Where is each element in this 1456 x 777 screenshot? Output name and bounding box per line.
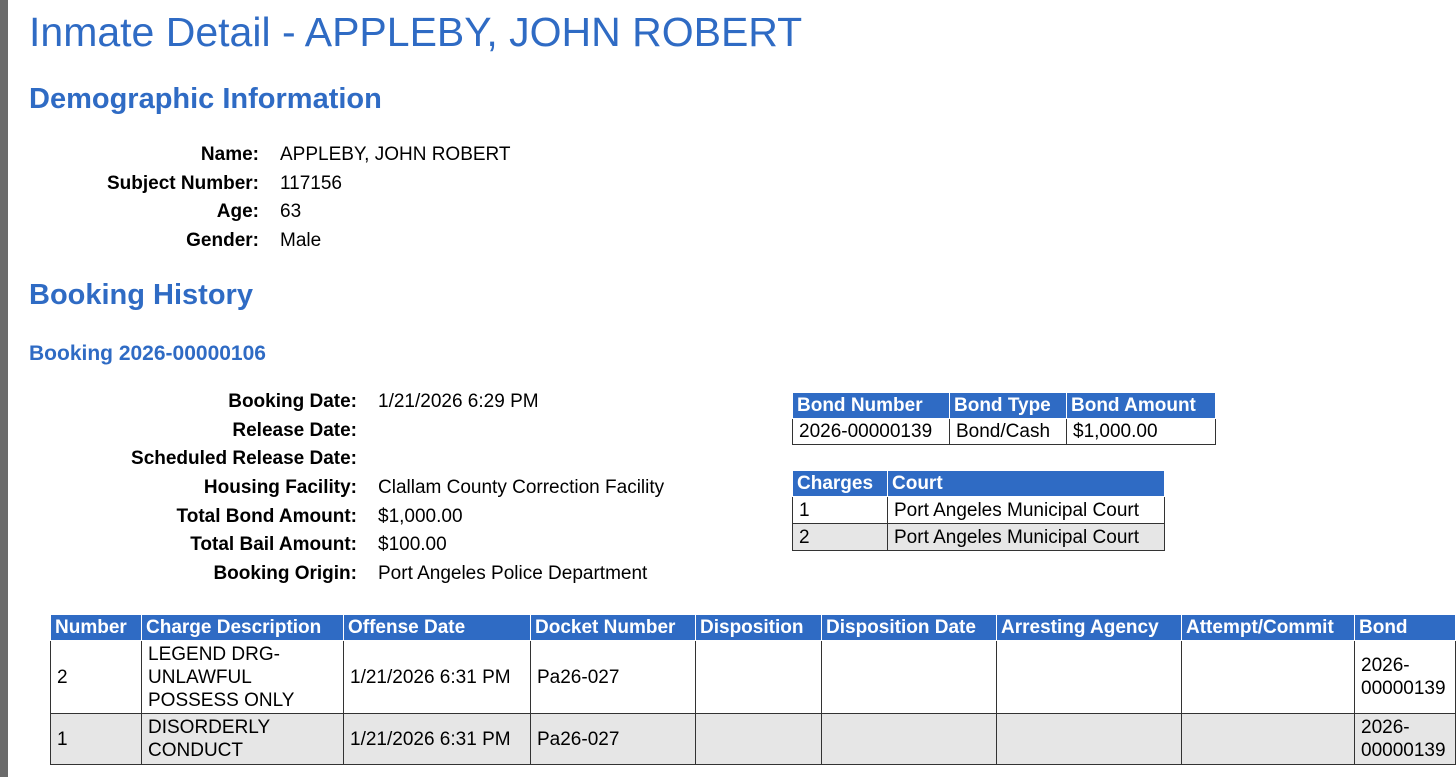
demographic-fields — [29, 141, 511, 256]
booking-row — [29, 503, 664, 532]
field-label: Booking Origin: — [213, 563, 357, 585]
field-label: Total Bail Amount: — [190, 534, 357, 556]
demographic-row — [29, 198, 511, 227]
booking-row — [29, 445, 664, 474]
bond-header: Bond — [1355, 615, 1456, 641]
charges-table — [50, 614, 1456, 765]
field-label: Release Date: — [232, 419, 357, 441]
disposition-cell — [696, 641, 822, 714]
field-value: Clallam County Correction Facility — [378, 477, 665, 499]
charge-description-cell: LEGEND DRG-UNLAWFUL POSSESS ONLY — [142, 641, 344, 714]
booking-fields — [29, 388, 664, 589]
field-label: Subject Number: — [106, 172, 259, 194]
demographic-row — [29, 170, 511, 199]
disposition-date-header: Disposition Date — [822, 615, 997, 641]
charge-number-cell: 1 — [793, 497, 888, 524]
court-table-header-row — [793, 471, 1165, 497]
attempt-commit-cell — [1182, 641, 1355, 714]
page-title: Inmate Detail - APPLEBY, JOHN ROBERT — [29, 9, 803, 55]
bond-cell: 2026-00000139 — [1355, 714, 1456, 765]
bond-cell: 2026-00000139 — [1355, 641, 1456, 714]
offense-date-cell: 1/21/2026 6:31 PM — [344, 714, 531, 765]
disposition-cell — [696, 714, 822, 765]
booking-title: Booking 2026-00000106 — [29, 342, 266, 365]
bond-amount-header: Bond Amount — [1067, 393, 1216, 419]
court-header: Court — [888, 471, 1165, 497]
number-header: Number — [51, 615, 142, 641]
court-row — [793, 497, 1165, 524]
court-name-cell: Port Angeles Municipal Court — [888, 524, 1165, 551]
field-value: Male — [280, 230, 322, 252]
arresting-agency-cell — [997, 714, 1182, 765]
field-value: $100.00 — [378, 534, 447, 556]
field-label: Scheduled Release Date: — [131, 448, 357, 470]
bond-table-header-row — [793, 393, 1216, 419]
charge-row — [51, 714, 1456, 765]
charge-description-cell: DISORDERLY CONDUCT — [142, 714, 344, 765]
disposition-date-cell — [822, 714, 997, 765]
field-label: Age: — [216, 201, 259, 223]
field-label: Total Bond Amount: — [176, 505, 357, 527]
court-row — [793, 524, 1165, 551]
field-value: 117156 — [280, 172, 342, 194]
docket-number-cell: Pa26-027 — [531, 641, 696, 714]
charge-row — [51, 641, 1456, 714]
bond-type-cell: Bond/Cash — [950, 419, 1067, 445]
bond-row — [793, 419, 1216, 445]
court-table — [792, 470, 1165, 551]
arresting-agency-header: Arresting Agency — [997, 615, 1182, 641]
field-value: APPLEBY, JOHN ROBERT — [280, 144, 511, 165]
charges-table-header-row — [51, 615, 1456, 641]
charge-number-cell: 2 — [51, 641, 142, 714]
charge-number-cell: 1 — [51, 714, 142, 765]
field-label: Name: — [200, 144, 259, 165]
charges-header: Charges — [793, 471, 888, 497]
attempt-commit-cell — [1182, 714, 1355, 765]
demographic-heading: Demographic Information — [29, 83, 382, 115]
booking-row — [29, 474, 664, 503]
demographic-row — [29, 141, 511, 170]
bond-number-header: Bond Number — [793, 393, 950, 419]
field-value: Port Angeles Police Department — [378, 563, 648, 585]
arresting-agency-cell — [997, 641, 1182, 714]
charge-description-header: Charge Description — [142, 615, 344, 641]
disposition-header: Disposition — [696, 615, 822, 641]
bond-number-cell: 2026-00000139 — [793, 419, 950, 445]
court-name-cell: Port Angeles Municipal Court — [888, 497, 1165, 524]
attempt-commit-header: Attempt/Commit — [1182, 615, 1355, 641]
window-left-edge — [0, 0, 8, 777]
field-label: Housing Facility: — [203, 477, 357, 499]
offense-date-cell: 1/21/2026 6:31 PM — [344, 641, 531, 714]
field-value: 1/21/2026 6:29 PM — [378, 391, 539, 412]
bond-amount-cell: $1,000.00 — [1067, 419, 1216, 445]
bond-table — [792, 392, 1216, 445]
demographic-row — [29, 227, 511, 256]
bond-type-header: Bond Type — [950, 393, 1067, 419]
field-label: Gender: — [186, 230, 259, 252]
docket-number-cell: Pa26-027 — [531, 714, 696, 765]
offense-date-header: Offense Date — [344, 615, 531, 641]
field-label: Booking Date: — [228, 391, 357, 412]
booking-row — [29, 531, 664, 560]
booking-row — [29, 388, 664, 417]
field-value: $1,000.00 — [378, 505, 463, 527]
charge-number-cell: 2 — [793, 524, 888, 551]
field-value: 63 — [280, 201, 302, 223]
docket-number-header: Docket Number — [531, 615, 696, 641]
disposition-date-cell — [822, 641, 997, 714]
booking-history-heading: Booking History — [29, 279, 253, 311]
booking-row — [29, 417, 664, 446]
booking-row — [29, 560, 664, 589]
